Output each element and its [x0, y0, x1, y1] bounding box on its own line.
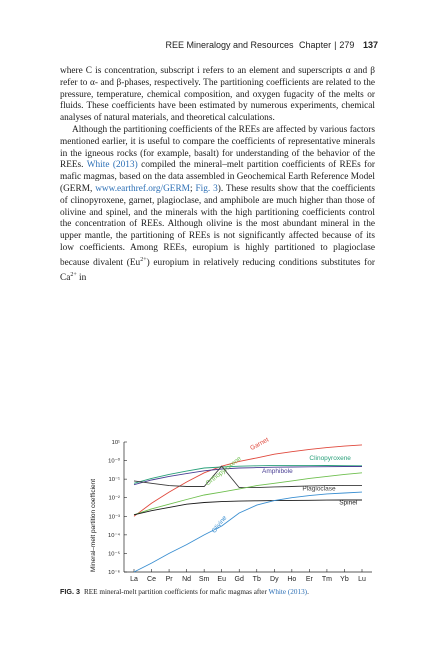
- x-tick-label: Gd: [234, 576, 244, 583]
- figure-label: FIG. 3: [60, 587, 80, 596]
- x-tick-label: Eu: [217, 576, 226, 583]
- x-tick-label: Dy: [270, 576, 279, 583]
- paragraph-2: Although the partitioning coefficients of the REEs are affected by various factors mentioned earlier, it is useful to compare the coefficients of representative minerals in the igneous rocks (for example, basalt) for understanding of the behavior of the REEs. White (2013) compiled the mineral–melt partition coefficients of REEs for mafic magmas, based on the data assembled in Geochemical Earth Reference Model (GERM, www.earthref.org/GERM; Fig. 3). These results show that the coefficients of clinopyroxene, garnet, plagioclase, and amphibole are much higher than those of olivine and spinel, and the minerals with the high partitioning coefficients control the concentration of REEs. Although olivine is the most abundant mineral in the upper mantle, the partitioning of REEs is not significantly affected because of its low coefficients. Among REEs, europium is highly partitioned to plagioclase because divalent $(Eu^{2+})$ europium in relatively reducing conditions substitutes for $Ca^{2+}$ in: [60, 124, 375, 283]
- citation-link[interactable]: White (2013): [86, 160, 138, 171]
- series-label-olivine: Olivine: [210, 514, 229, 535]
- chapter-number: 279: [339, 40, 355, 50]
- figure-caption: FIG. 3 REE mineral-melt partition coefficients for mafic magmas after White (2013).: [60, 587, 309, 596]
- y-tick-label: 10⁻⁶: [108, 570, 120, 576]
- y-tick-label: 10⁻¹: [108, 477, 120, 484]
- series-line-spinel: [134, 500, 362, 515]
- figure-link[interactable]: Fig. 3: [195, 183, 218, 194]
- series-label-clinopyroxene: Clinopyroxene: [309, 454, 351, 462]
- y-tick-label: 10⁻⁵: [108, 551, 120, 558]
- x-tick-label: Nd: [182, 576, 192, 583]
- chapter-label: Chapter: [299, 40, 332, 50]
- germ-link[interactable]: www.earthref.org/GERM: [95, 183, 190, 194]
- y-tick-label: 10⁻²: [108, 495, 120, 502]
- x-tick-label: Tb: [252, 576, 261, 583]
- x-tick-label: Tm: [321, 576, 332, 583]
- y-tick-label: 10⁻⁰: [108, 458, 120, 465]
- y-tick-label: 10⁻⁴: [108, 532, 120, 539]
- x-tick-label: Ho: [287, 576, 297, 583]
- x-tick-label: Lu: [358, 576, 366, 583]
- series-label-amphibole: Amphibole: [262, 467, 293, 475]
- y-tick-label: 10¹: [111, 440, 120, 446]
- page-number: 137: [362, 40, 378, 50]
- body-text: [60, 66, 375, 285]
- series-label-orthopyroxene: Orthopyroxene: [204, 455, 243, 488]
- x-tick-label: Sm: [198, 576, 210, 583]
- running-header: REE Mineralogy and Resources Chapter | 279 137: [165, 40, 378, 50]
- series-label-garnet: Garnet: [249, 436, 270, 452]
- x-tick-label: Er: [305, 576, 313, 583]
- running-title: REE Mineralogy and Resources: [165, 40, 294, 50]
- y-tick-label: 10⁻³: [108, 514, 120, 521]
- series-line-amphibole: [134, 467, 362, 485]
- series-label-plagioclase: Plagioclase: [302, 485, 336, 493]
- paragraph-1: where C is concentration, subscript i refers to an element and superscripts α and β refer to α- and β-phases, respectively. The partitioning coefficients are related to the pressure, temperature, chemical composition, and oxygen fugacity of the melts or fluids. These coefficients have been estimated by numerous experiments, chemical analyses of natural materials, and theoretical calculations.: [60, 66, 375, 124]
- x-tick-label: Ce: [147, 576, 157, 583]
- ree-partition-chart: [60, 432, 380, 587]
- series-label-spinel: Spinel: [339, 499, 358, 507]
- caption-citation-link[interactable]: White (2013): [268, 588, 308, 596]
- x-tick-label: Pr: [165, 576, 173, 583]
- x-tick-label: Yb: [340, 576, 349, 583]
- x-tick-label: La: [130, 576, 138, 583]
- y-axis-label: Mineral–melt partition coefficient: [90, 478, 97, 572]
